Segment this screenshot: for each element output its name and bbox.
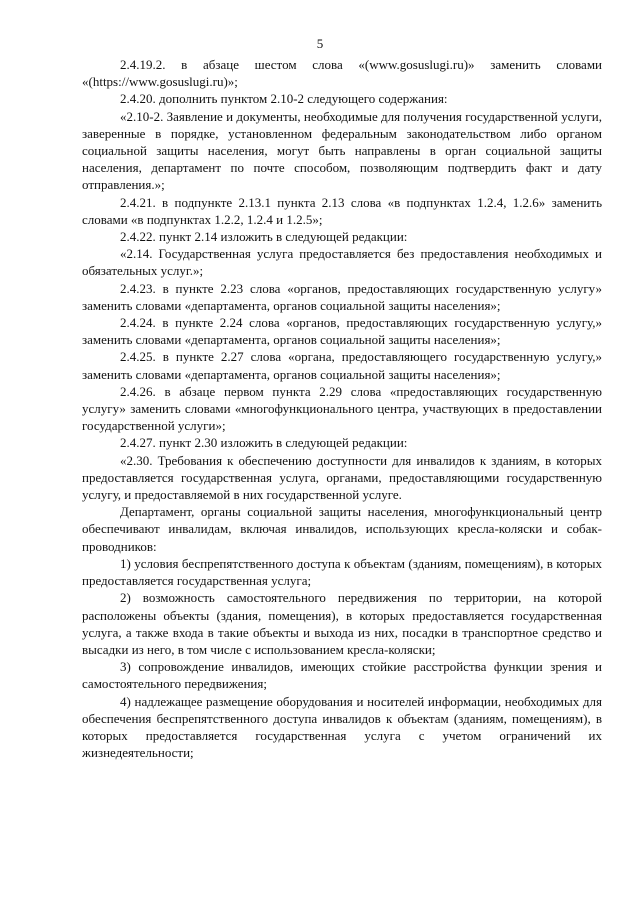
paragraph-2-10-2-quote: «2.10-2. Заявление и документы, необходимые для получения государственной услуги, заверенные в порядке, установленном федеральным законодательством либо органом социальной защиты населения, могут быть направлены в орган социальной защиты населения, департамент по почте способом, позволяющим подтвердить факт и дату отправления.»;: [82, 108, 602, 193]
list-item-1: 1) условия беспрепятственного доступа к объектам (зданиям, помещениям), в которых предоставляется государственная услуга;: [82, 555, 602, 589]
paragraph-2-14-quote: «2.14. Государственная услуга предоставляется без предоставления необходимых и обязательных услуг.»;: [82, 246, 602, 279]
paragraph-2-30-quote: «2.30. Требования к обеспечению доступности для инвалидов к зданиям, в которых предоставляется государственная услуга, органами, предоставляющими государственную услугу, и предоставляемой в них государственной услуге.: [82, 452, 602, 503]
paragraph-2-4-22: 2.4.22. пункт 2.14 изложить в следующей редакции:: [120, 229, 408, 245]
paragraph-2-4-19-2: 2.4.19.2. в абзаце шестом слова «(www.gosuslugi.ru)» заменить словами «(https://www.gosuslugi.ru)»;: [82, 57, 602, 90]
list-item-4: 4) надлежащее размещение оборудования и носителей информации, необходимых для обеспечения беспрепятственного доступа инвалидов к объектам (зданиям, помещениям), в которых предоставляется государственная услуга с учетом ограничений их жизнедеятельности;: [82, 693, 602, 761]
paragraph-2-4-21: 2.4.21. в подпункте 2.13.1 пункта 2.13 слова «в подпунктах 1.2.4, 1.2.6» заменить словами «в подпунктах 1.2.2, 1.2.4 и 1.2.5»;: [82, 194, 602, 227]
list-item-2: 2) возможность самостоятельного передвижения по территории, на которой расположены объекты (здания, помещения), в которых предоставляется государственная услуга, а также входа в такие объекты и выхода из них, посадки в транспортное средство и высадки из него, в том числе с использованием кресла-коляски;: [82, 590, 602, 657]
paragraph-2-4-23: 2.4.23. в пункте 2.23 слова «органов, предоставляющих государственную услугу» заменить словами «департамента, органов социальной защиты населения»;: [82, 280, 602, 313]
paragraph-department: Департамент, органы социальной защиты населения, многофункциональный центр обеспечивают инвалидам, включая инвалидов, использующих кресла-коляски и собак-проводников:: [82, 504, 602, 554]
paragraph-2-4-27: 2.4.27. пункт 2.30 изложить в следующей редакции:: [120, 435, 408, 451]
paragraph-2-4-24: 2.4.24. в пункте 2.24 слова «органов, предоставляющих государственную услугу,» заменить словами «департамента, органов социальной защиты населения»;: [82, 315, 602, 348]
document-body: [82, 56, 602, 761]
page-number: 5: [316, 36, 324, 51]
paragraph-2-4-26: 2.4.26. в абзаце первом пункта 2.29 слова «предоставляющих государственную услугу» заменить словами «многофункционального центра, участвующих в предоставлении государственной услуги»;: [82, 383, 602, 434]
paragraph-2-4-20: 2.4.20. дополнить пунктом 2.10-2 следующего содержания:: [120, 91, 448, 107]
list-item-3: 3) сопровождение инвалидов, имеющих стойкие расстройства функции зрения и самостоятельного передвижения;: [82, 659, 602, 692]
paragraph-2-4-25: 2.4.25. в пункте 2.27 слова «органа, предоставляющего государственную услугу,» заменить словами «департамента, органов социальной защиты населения»;: [82, 349, 602, 382]
